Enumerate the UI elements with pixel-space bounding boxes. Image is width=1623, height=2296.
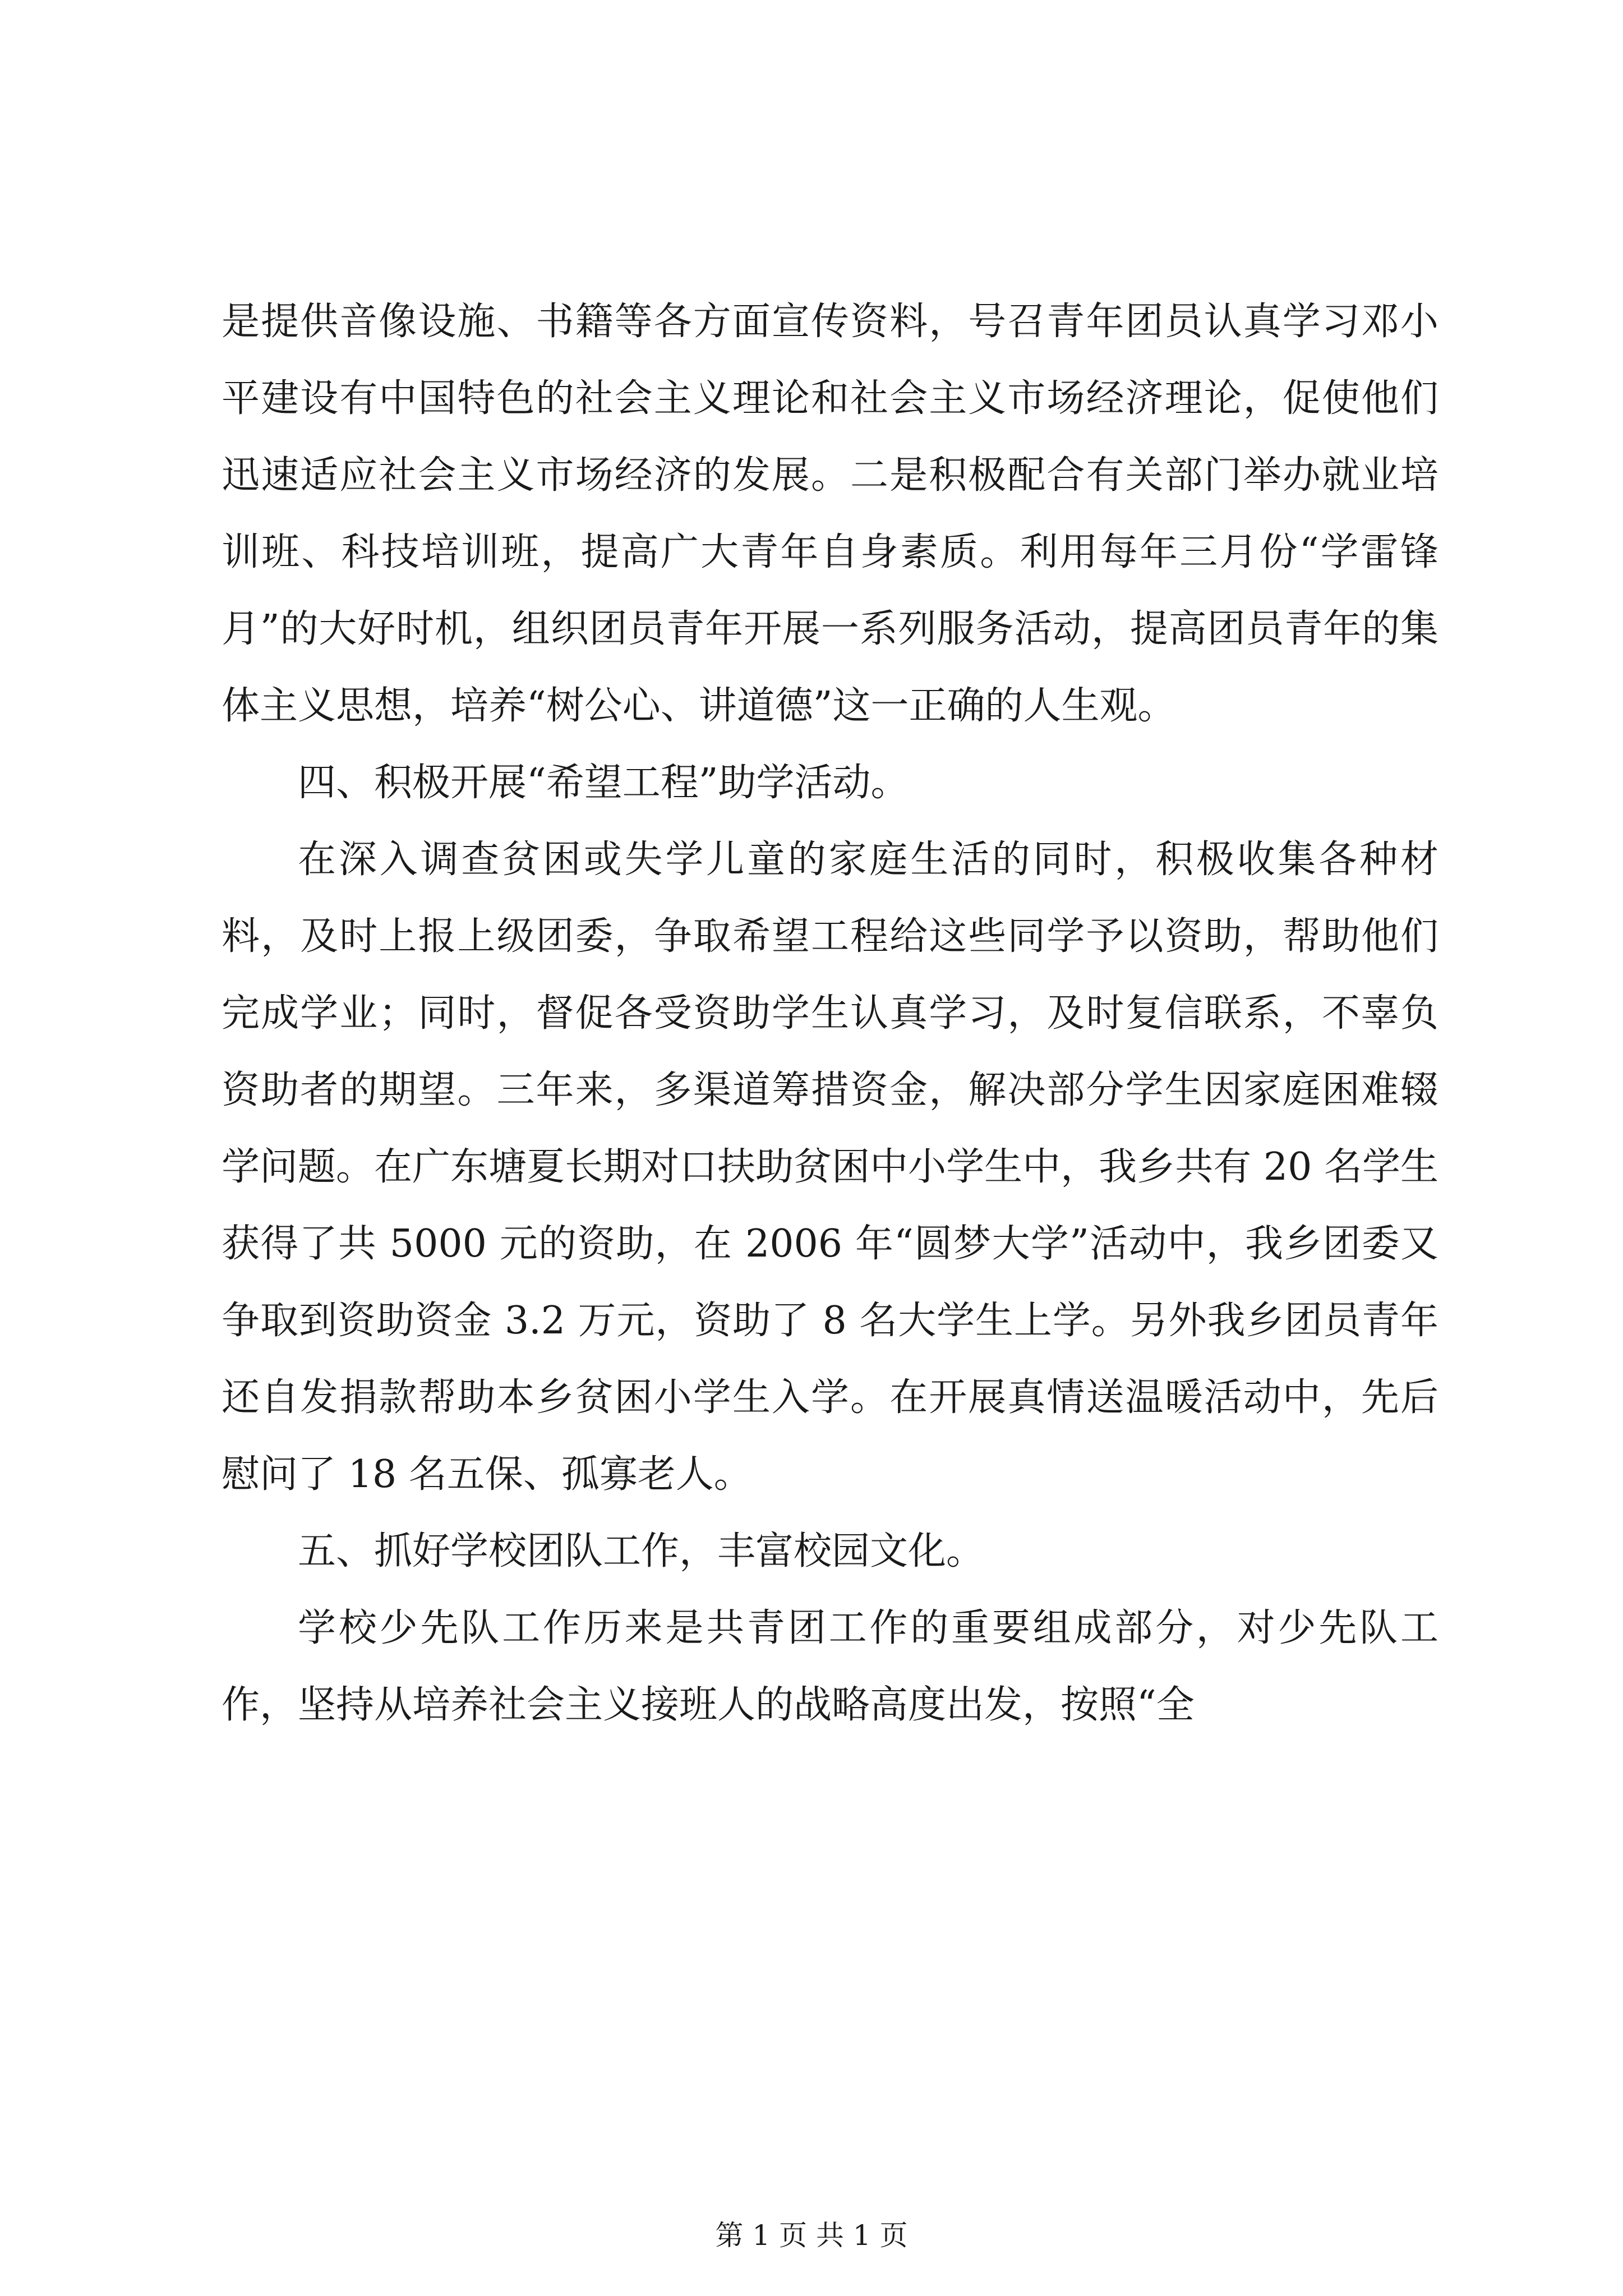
document-body (222, 283, 1438, 1743)
page-number-footer: 第 1 页 共 1 页 (715, 2219, 908, 2252)
paragraph-school-work: 学校少先队工作历来是共青团工作的重要组成部分，对少先队工作，坚持从培养社会主义接班人的战略高度出发，按照“全 (222, 1606, 1438, 1727)
section-heading-4: 四、积极开展“希望工程”助学活动。 (298, 761, 909, 805)
paragraph-continuation: 是提供音像设施、书籍等各方面宣传资料，号召青年团员认真学习邓小平建设有中国特色的社会主义理论和社会主义市场经济理论，促使他们迅速适应社会主义市场经济的发展。二是积极配合有关部门举办就业培训班、科技培训班，提高广大青年自身素质。利用每年三月份“学雷锋月”的大好时机，组织团员青年开展一系列服务活动，提高团员青年的集体主义思想，培养“树公心、讲道德”这一正确的人生观。 (222, 300, 1438, 728)
section-heading-5: 五、抓好学校团队工作，丰富校园文化。 (298, 1529, 985, 1573)
paragraph-hope-project: 在深入调查贫困或失学儿童的家庭生活的同时，积极收集各种材料，及时上报上级团委，争取希望工程给这些同学予以资助，帮助他们完成学业；同时，督促各受资助学生认真学习，及时复信联系，不辜负资助者的期望。三年来，多渠道筹措资金，解决部分学生因家庭困难辍学问题。在广东塘夏长期对口扶助贫困中小学生中，我乡共有 20 名学生获得了共 5000 元的资助，在 2006 年“圆梦大学”活动中，我乡团委又争取到资助资金 3.2 万元，资助了 8 名大学生上学。另外我乡团员青年还自发捐款帮助本乡贫困小学生入学。在开展真情送温暖活动中，先后慰问了 18 名五保、孤寡老人。 (222, 838, 1438, 1497)
